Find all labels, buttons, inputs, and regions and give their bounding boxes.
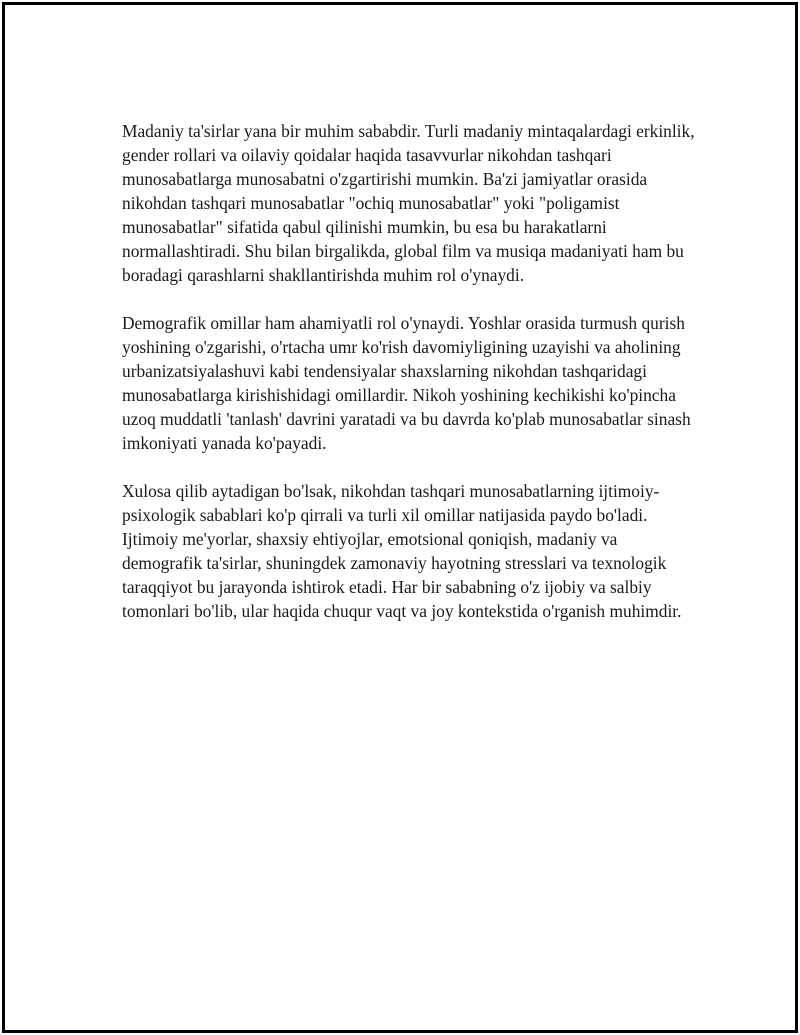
paragraph-cultural-influences: Madaniy ta'sirlar yana bir muhim sababdir. Turli madaniy mintaqalardagi erkinlik, gender rollari va oilaviy qoidalar haqida tasavvurlar nikohdan tashqari munosabatlarga munosabatni o'zgartirishi mumkin. Ba'zi jamiyatlar orasida nikohdan tashqari munosabatlar "ochiq munosabatlar" yoki "poligamist munosabatlar" sifatida qabul qilinishi mumkin, bu esa bu harakatlarni normallashtiradi. Shu bilan birgalikda, global film va musiqa madaniyati ham bu boradagi qarashlarni shakllantirishda muhim rol o'ynaydi. [122,121,695,285]
document-page [2,2,798,1033]
paragraph-demographic-factors: Demografik omillar ham ahamiyatli rol o'ynaydi. Yoshlar orasida turmush qurish yoshining o'zgarishi, o'rtacha umr ko'rish davomiyligining uzayishi va aholining urbanizatsiyalashuvi kabi tendensiyalar shaxslarning nikohdan tashqaridagi munosabatlarga kirishishidagi omillardir. Nikoh yoshining kechikishi ko'pincha uzoq muddatli 'tanlash' davrini yaratadi va bu davrda ko'plab munosabatlar sinash imkoniyati yanada ko'payadi. [122,313,691,453]
paragraph-conclusion: Xulosa qilib aytadigan bo'lsak, nikohdan tashqari munosabatlarning ijtimoiy-psixologik sabablari ko'p qirrali va turli xil omillar natijasida paydo bo'ladi. Ijtimoiy me'yorlar, shaxsiy ehtiyojlar, emotsional qoniqish, madaniy va demografik ta'sirlar, shuningdek zamonaviy hayotning stresslari va texnologik taraqqiyot bu jarayonda ishtirok etadi. Har bir sababning o'z ijobiy va salbiy tomonlari bo'lib, ular haqida chuqur vaqt va joy kontekstida o'rganish muhimdir. [122,481,682,621]
document-body [122,119,697,647]
